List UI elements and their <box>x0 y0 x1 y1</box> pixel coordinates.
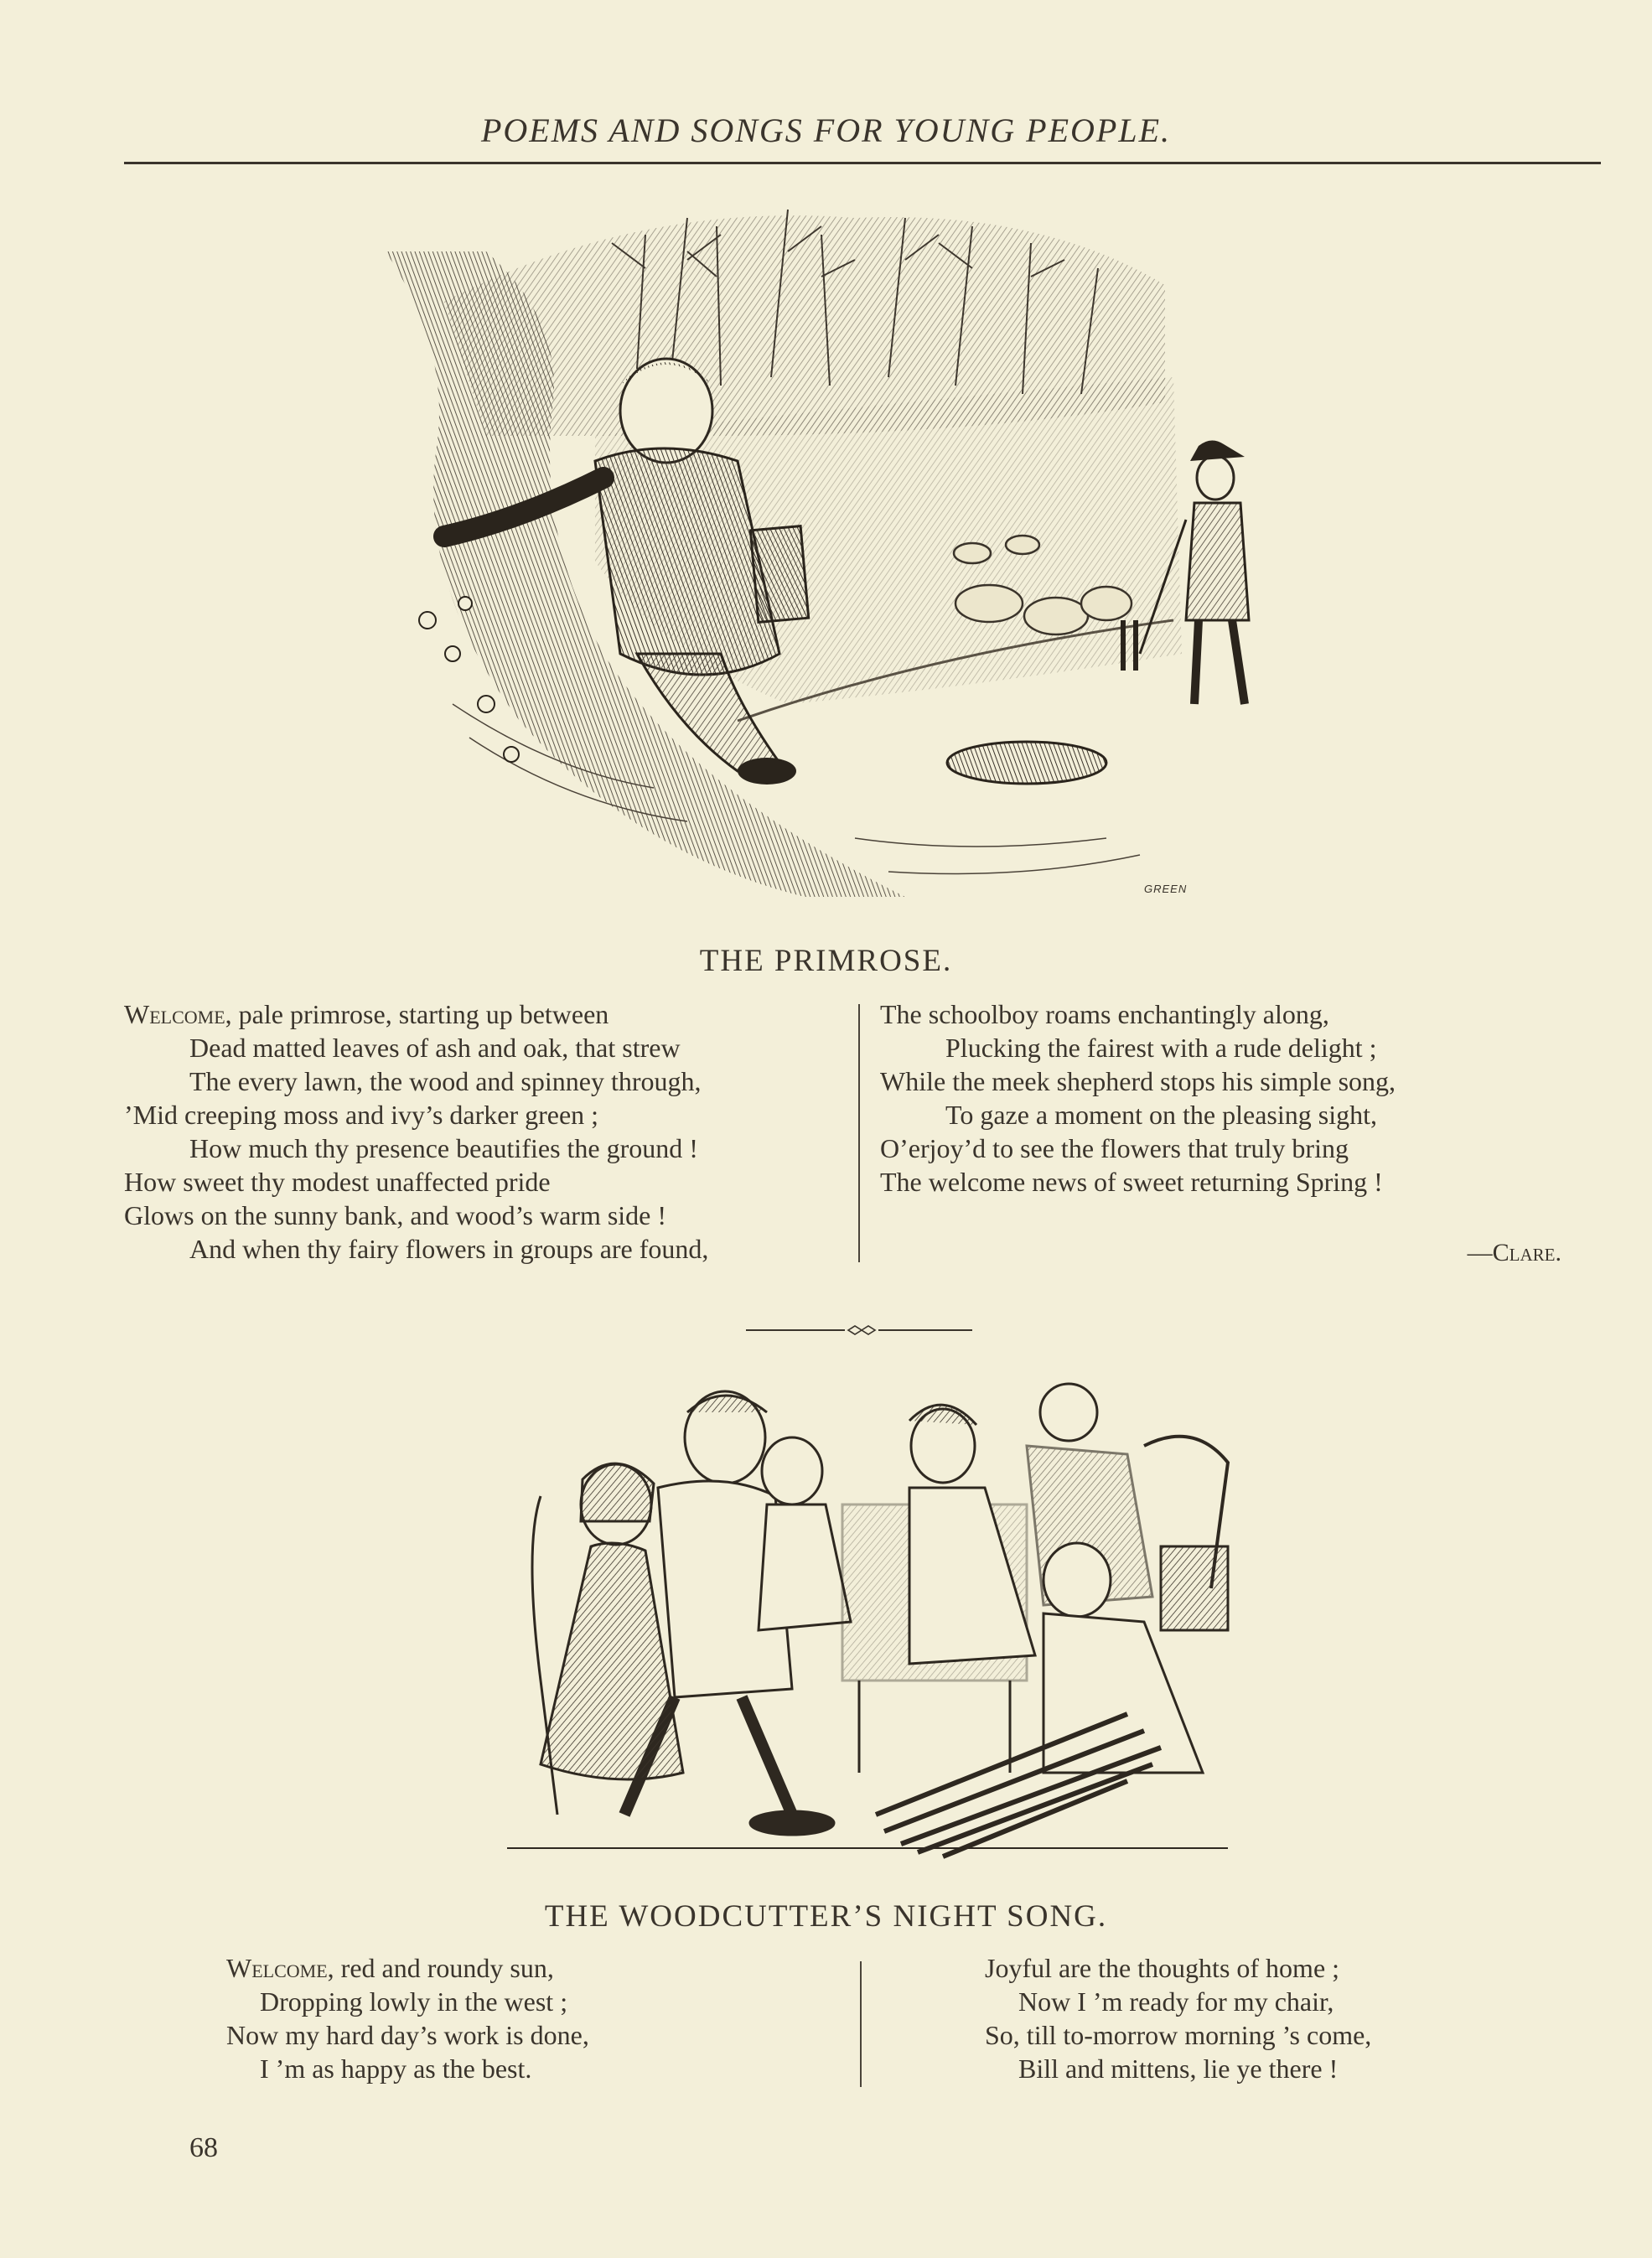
primrose-left-line: The every lawn, the wood and spinney through, <box>189 1066 702 1096</box>
primrose-left-line: How sweet thy modest unaffected pride <box>124 1167 551 1197</box>
woodcutter-column-divider <box>860 1961 862 2087</box>
primrose-engraving-drawing <box>386 184 1308 922</box>
woodcutter-right-line: Now I ’m ready for my chair, <box>1018 1986 1334 2017</box>
primrose-engraving <box>386 184 1308 922</box>
section-ornament <box>746 1322 972 1339</box>
running-head: POEMS AND SONGS FOR YOUNG PEOPLE. <box>480 111 1171 149</box>
primrose-right-line: O’erjoy’d to see the flowers that truly bring <box>880 1133 1349 1163</box>
primrose-left-column <box>124 997 708 1266</box>
primrose-left-line: ’Mid creeping moss and ivy’s darker green ; <box>124 1100 599 1130</box>
page-number: 68 <box>189 2132 218 2163</box>
primrose-left-line: How much thy presence beautifies the ground ! <box>189 1133 698 1163</box>
primrose-right-line: The welcome news of sweet returning Spring ! <box>880 1167 1383 1197</box>
woodcutter-left-line: Dropping lowly in the west ; <box>260 1986 568 2017</box>
woodcutter-left-line: Welcome, red and roundy sun, <box>226 1953 554 1983</box>
primrose-left-line: Dead matted leaves of ash and oak, that strew <box>189 1033 681 1063</box>
primrose-right-line: To gaze a moment on the pleasing sight, <box>945 1100 1377 1130</box>
primrose-right-column <box>880 997 1396 1199</box>
primrose-right-line: Plucking the fairest with a rude delight ; <box>945 1033 1377 1063</box>
primrose-author: —Clare. <box>1467 1239 1561 1266</box>
primrose-column-divider <box>858 1004 860 1262</box>
primrose-left-line: And when thy fairy flowers in groups are found, <box>189 1234 709 1264</box>
woodcutter-right-line: So, till to-morrow morning ’s come, <box>985 2020 1372 2050</box>
primrose-left-line: Welcome, pale primrose, starting up between <box>124 999 609 1029</box>
woodcutter-left-column <box>226 1951 589 2085</box>
primrose-right-line: The schoolboy roams enchantingly along, <box>880 999 1329 1029</box>
woodcutter-right-column <box>985 1951 1371 2085</box>
woodcutter-left-line: Now my hard day’s work is done, <box>226 2020 589 2050</box>
header-rule <box>124 162 1601 164</box>
primrose-title: THE PRIMROSE. <box>699 944 953 978</box>
primrose-right-line: While the meek shepherd stops his simple song, <box>880 1066 1396 1096</box>
woodcutter-title: THE WOODCUTTER’S NIGHT SONG. <box>544 1899 1108 1934</box>
woodcutter-left-line: I ’m as happy as the best. <box>260 2053 532 2084</box>
woodcutter-engraving <box>490 1379 1245 1865</box>
woodcutter-right-line: Joyful are the thoughts of home ; <box>985 1953 1340 1983</box>
woodcutter-right-line: Bill and mittens, lie ye there ! <box>1018 2053 1339 2084</box>
primrose-left-line: Glows on the sunny bank, and wood’s warm side ! <box>124 1200 667 1230</box>
woodcutter-engraving-drawing <box>490 1379 1245 1865</box>
engraver-signature: GREEN <box>1144 883 1188 895</box>
